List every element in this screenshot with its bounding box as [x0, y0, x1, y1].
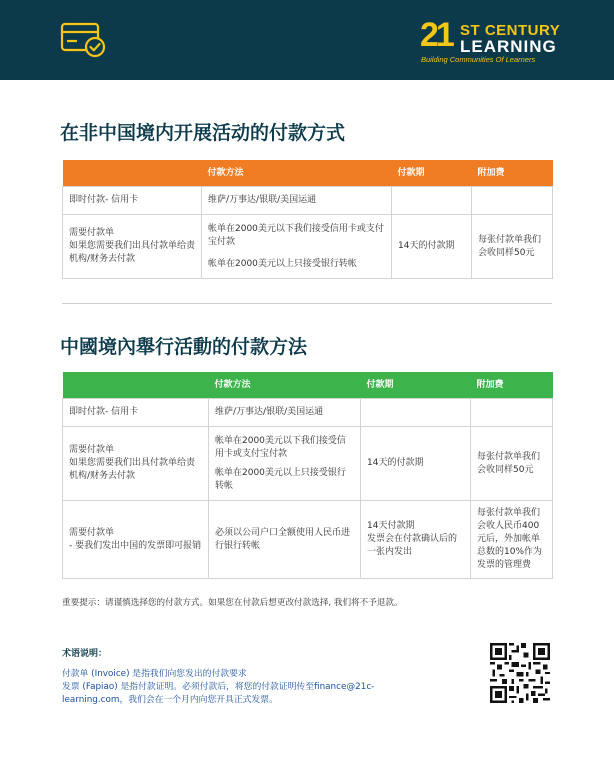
page-header	[0, 0, 614, 80]
row-fee	[472, 187, 553, 215]
refund-note: 重要提示：请谨慎选择您的付款方式。如果您在付款后想更改付款选择, 我们将不予退款。	[62, 598, 403, 608]
header-method: 付款方法	[209, 372, 361, 399]
row-fee: 每张付款单我们会收同样50元	[471, 427, 553, 501]
method-line: 帐单在2000美元以下我们接受信用卡或支付宝付款	[208, 223, 384, 247]
terms-fapiao: 发票 (Fapiao) 是指付款证明。必须付款后，将您的付款证明传至finance@21c-learning.com，我们会在一个月内向您开具正式发票。	[62, 682, 375, 705]
row-period	[392, 187, 472, 215]
row-method	[209, 427, 361, 501]
table-row	[63, 215, 553, 279]
header-blank	[63, 160, 202, 187]
row-method: 必须以公司户口全额使用人民币进行银行转帐	[209, 501, 361, 579]
terms-invoice: 付款单 (Invoice) 是指我们向您发出的付款要求	[62, 669, 247, 679]
table-row	[63, 427, 553, 501]
header-blank	[63, 372, 209, 399]
payment-card-icon	[60, 21, 108, 59]
logo-line-1: ST CENTURY	[460, 22, 561, 39]
header-fee: 附加费	[471, 372, 553, 399]
qr-code	[490, 643, 550, 703]
header-period: 付款期	[361, 372, 471, 399]
row-period: 14天的付款期	[392, 215, 472, 279]
row-type-detail: 如果您需要我们出具付款单给责机构/财务去付款	[69, 458, 196, 481]
table-header-row	[63, 372, 553, 399]
row-fee: 每张付款单我们会收同样50元	[472, 215, 553, 279]
header-period: 付款期	[392, 160, 472, 187]
row-method: 维萨/万事达/银联/美国运通	[202, 187, 392, 215]
period-line: 发票会在付款确认后的一张内发出	[367, 534, 458, 557]
row-fee	[471, 399, 553, 427]
header-method: 付款方法	[202, 160, 392, 187]
logo-line-2: LEARNING	[460, 37, 557, 56]
row-period: 14天的付款期	[361, 427, 471, 501]
logo-number: 21	[420, 16, 452, 54]
row-type	[63, 501, 209, 579]
row-period	[361, 399, 471, 427]
payment-table-international	[62, 160, 553, 279]
table-row	[63, 187, 553, 215]
row-type: 即时付款- 信用卡	[63, 399, 209, 427]
terms-text	[62, 668, 432, 707]
row-type-detail: - 要我们发出中国的发票即可报销	[69, 540, 202, 551]
section-divider	[62, 303, 552, 304]
row-type	[63, 215, 202, 279]
method-line: 帐单在2000美元以下我们接受信用卡或支付宝付款	[215, 435, 346, 459]
terms-title: 术语说明：	[62, 649, 108, 659]
table-header-row	[63, 160, 553, 187]
section-1-title: 在非中国境内开展活动的付款方式	[60, 122, 346, 144]
section-2-title: 中國境內舉行活動的付款方法	[60, 336, 308, 358]
method-line: 帐单在2000美元以上只接受银行转帐	[215, 467, 346, 491]
row-type: 即时付款- 信用卡	[63, 187, 202, 215]
period-line: 14天付款期	[367, 521, 415, 531]
row-type	[63, 427, 209, 501]
row-type-label: 需要付款单	[69, 228, 115, 238]
row-type-detail: 如果您需要我们出具付款单给责机构/财务去付款	[69, 241, 196, 264]
row-method: 维萨/万事达/银联/美国运通	[209, 399, 361, 427]
row-method	[202, 215, 392, 279]
payment-table-china	[62, 372, 553, 579]
row-type-label: 需要付款单	[69, 527, 115, 538]
row-type-label: 需要付款单	[69, 445, 115, 455]
table-row	[63, 399, 553, 427]
row-fee: 每张付款单我们会收人民币400元后，外加帐单总数的10%作为发票的管理费	[471, 501, 553, 579]
logo-tagline: Building Communities Of Learners	[421, 55, 536, 64]
header-fee: 附加费	[472, 160, 553, 187]
brand-logo	[420, 16, 570, 65]
method-line: 帐单在2000美元以上只接受银行转帐	[208, 258, 357, 269]
table-row	[63, 501, 553, 579]
row-period	[361, 501, 471, 579]
